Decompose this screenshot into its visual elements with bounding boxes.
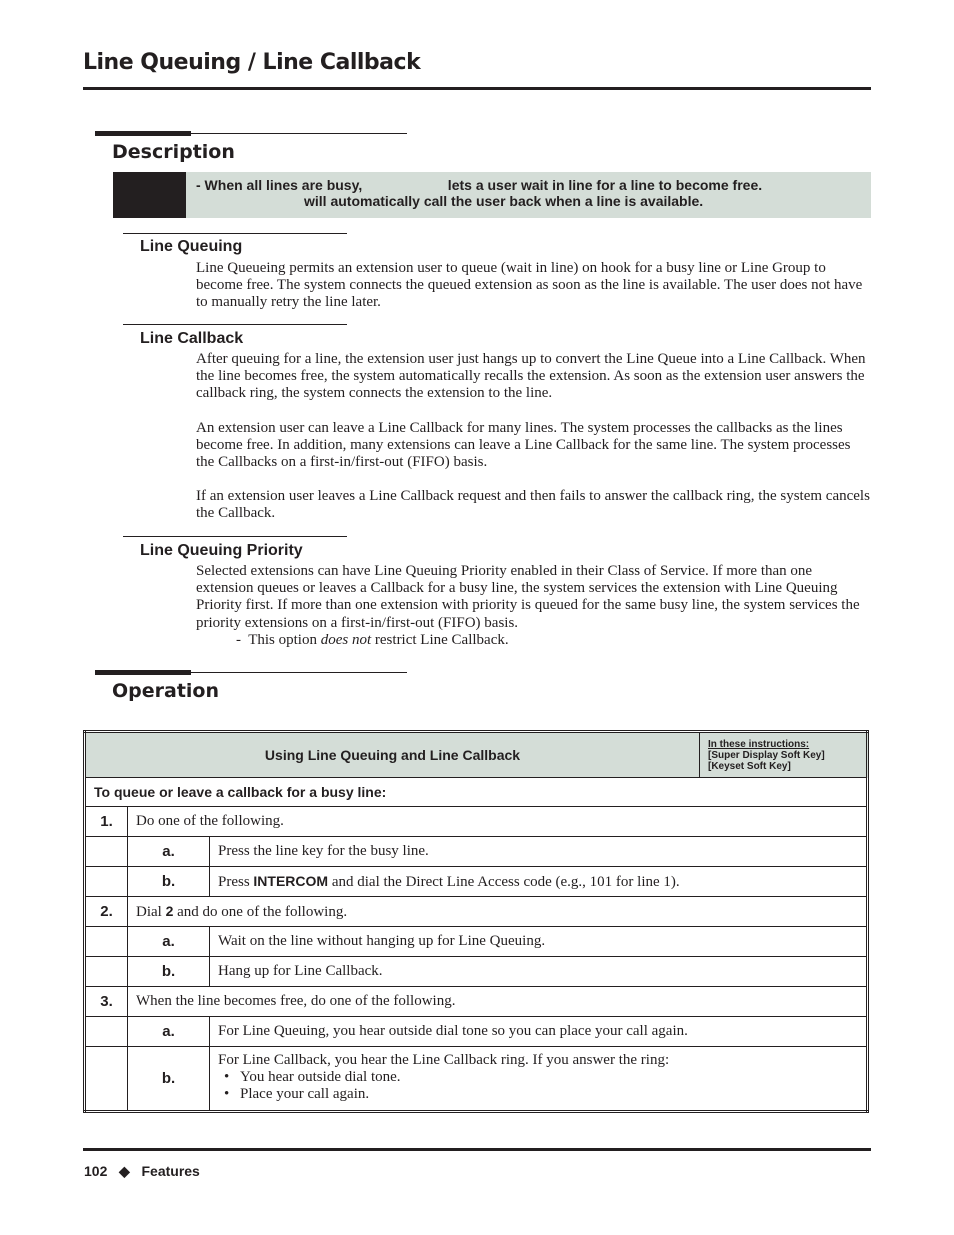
line-queuing-priority-heading: Line Queuing Priority: [140, 542, 303, 559]
substep-cell: [128, 837, 868, 867]
page-title: Line Queuing / Line Callback: [83, 50, 421, 75]
line-queuing-heading: Line Queuing: [140, 238, 243, 255]
instructions-legend: [700, 732, 868, 778]
step-text: [128, 897, 868, 927]
empty-cell: [85, 1017, 128, 1047]
operation-table: [83, 730, 869, 1113]
substep-text: Wait on the line without hanging up for Line Queuing.: [218, 933, 546, 949]
table-row: [85, 1017, 868, 1047]
substep-intro: For Line Callback, you hear the Line Callback ring. If you answer the ring:: [218, 1051, 670, 1068]
step-number: 3.: [85, 987, 128, 1017]
substep-cell: [128, 1047, 868, 1112]
empty-cell: [85, 927, 128, 957]
table-row: [85, 957, 868, 987]
legend-super-display: [Super Display Soft Key]: [708, 749, 825, 761]
list-item: • You hear outside dial tone.: [240, 1069, 858, 1086]
substep-text: [210, 867, 867, 896]
dial-key: 2: [165, 902, 174, 919]
substep-post: and dial the Direct Line Access code (e.g., 101 for line 1).: [328, 873, 680, 890]
substep-letter: b.: [128, 957, 210, 986]
description-heading: Description: [112, 141, 235, 163]
substep-letter: a.: [128, 837, 210, 866]
substep-letter: b.: [128, 1047, 210, 1110]
substep-cell: [128, 1017, 868, 1047]
table-row: [85, 837, 868, 867]
subsection-rule: [123, 536, 347, 537]
substep-cell: [128, 927, 868, 957]
list-item: • Place your call again.: [240, 1086, 858, 1103]
table-header-row: [85, 732, 868, 778]
step-number: 2.: [85, 897, 128, 927]
step-text: Do one of the following.: [128, 807, 868, 837]
legend-title: In these instructions:: [708, 738, 810, 750]
note-prefix: - This option: [236, 632, 321, 648]
empty-cell: [85, 837, 128, 867]
step-text: When the line becomes free, do one of the following.: [128, 987, 868, 1017]
line-callback-heading: Line Callback: [140, 330, 244, 347]
line-queuing-paragraph: Line Queueing permits an extension user to queue (wait in line) on hook for a busy line or Line Group to become free. The system connects the queued extension as soon as the line is available. The user does not have to manually retry the line later.: [196, 260, 863, 311]
line-callback-paragraph-3: If an extension user leaves a Line Callback request and then fails to answer the callback ring, the system cancels the Callback.: [196, 488, 870, 522]
substep-cell: [128, 867, 868, 897]
table-row: [85, 987, 868, 1017]
footer-rule: [83, 1148, 871, 1151]
table-row: [85, 927, 868, 957]
step-number: 1.: [85, 807, 128, 837]
footer-section: Features: [141, 1163, 200, 1179]
summary-line-2: will automatically call the user back when a line is available.: [304, 193, 704, 209]
table-intro: To queue or leave a callback for a busy line:: [85, 778, 868, 807]
empty-cell: [85, 1047, 128, 1112]
table-intro-row: [85, 778, 868, 807]
section-rule-thin: [95, 672, 407, 673]
substep-text: Press the line key for the busy line.: [218, 843, 429, 859]
table-row: [85, 807, 868, 837]
subsection-rule: [123, 233, 347, 234]
line-callback-paragraph-2: An extension user can leave a Line Callback for many lines. The system processes the callbacks as the lines become free. In addition, many extensions can leave a Line Callback for the same line. The system processes the Callbacks on a first-in/first-out (FIFO) basis.: [196, 420, 851, 471]
table-row: [85, 897, 868, 927]
substep-text: For Line Queuing, you hear outside dial tone so you can place your call again.: [218, 1023, 688, 1039]
note-suffix: restrict Line Callback.: [371, 632, 509, 648]
substep-letter: b.: [128, 867, 210, 896]
substep-pre: Press: [218, 873, 254, 890]
section-rule-thin: [95, 133, 407, 134]
table-title: Using Line Queuing and Line Callback: [85, 732, 700, 778]
table-row: [85, 867, 868, 897]
title-rule: [83, 87, 871, 90]
substep-letter: a.: [128, 1017, 210, 1046]
substep-text: Hang up for Line Callback.: [218, 963, 383, 979]
substep-cell: [128, 957, 868, 987]
legend-keyset: [Keyset Soft Key]: [708, 760, 791, 772]
note-emphasis: does not: [320, 632, 372, 648]
line-queuing-priority-paragraph: Selected extensions can have Line Queuing Priority enabled in their Class of Service. If more than one extension queues or leaves a Callback for a busy line, the system services the extension with Line Queuing Priority first. If more than one extension with priority is queued for the same busy line, the system services the priority extensions on a first-in/first-out (FIFO) basis.: [196, 563, 860, 631]
subsection-rule: [123, 324, 347, 325]
diamond-icon: ◆: [119, 1163, 130, 1179]
intercom-key: INTERCOM: [253, 872, 329, 889]
substep-letter: a.: [128, 927, 210, 956]
empty-cell: [85, 867, 128, 897]
step-pre: Dial: [136, 903, 166, 920]
bullet-list: [218, 1069, 858, 1103]
operation-heading: Operation: [112, 680, 220, 702]
step-post: and do one of the following.: [173, 903, 348, 920]
substep-text: [210, 1047, 867, 1110]
page-footer: [84, 1163, 200, 1180]
priority-note: [236, 632, 912, 649]
empty-cell: [85, 957, 128, 987]
description-summary-box: [113, 172, 871, 218]
page-number: 102: [84, 1163, 108, 1179]
summary-tab: [113, 172, 186, 218]
line-callback-paragraph-1: After queuing for a line, the extension user just hangs up to convert the Line Queue into a Line Callback. When the line becomes free, the system automatically recalls the extension. As soon as the extension user answers the callback ring, the system connects the extension to the line.: [196, 351, 866, 402]
summary-line-1: - When all lines are busy, lets a user wait in line for a line to become free.: [196, 177, 763, 193]
table-row: [85, 1047, 868, 1112]
